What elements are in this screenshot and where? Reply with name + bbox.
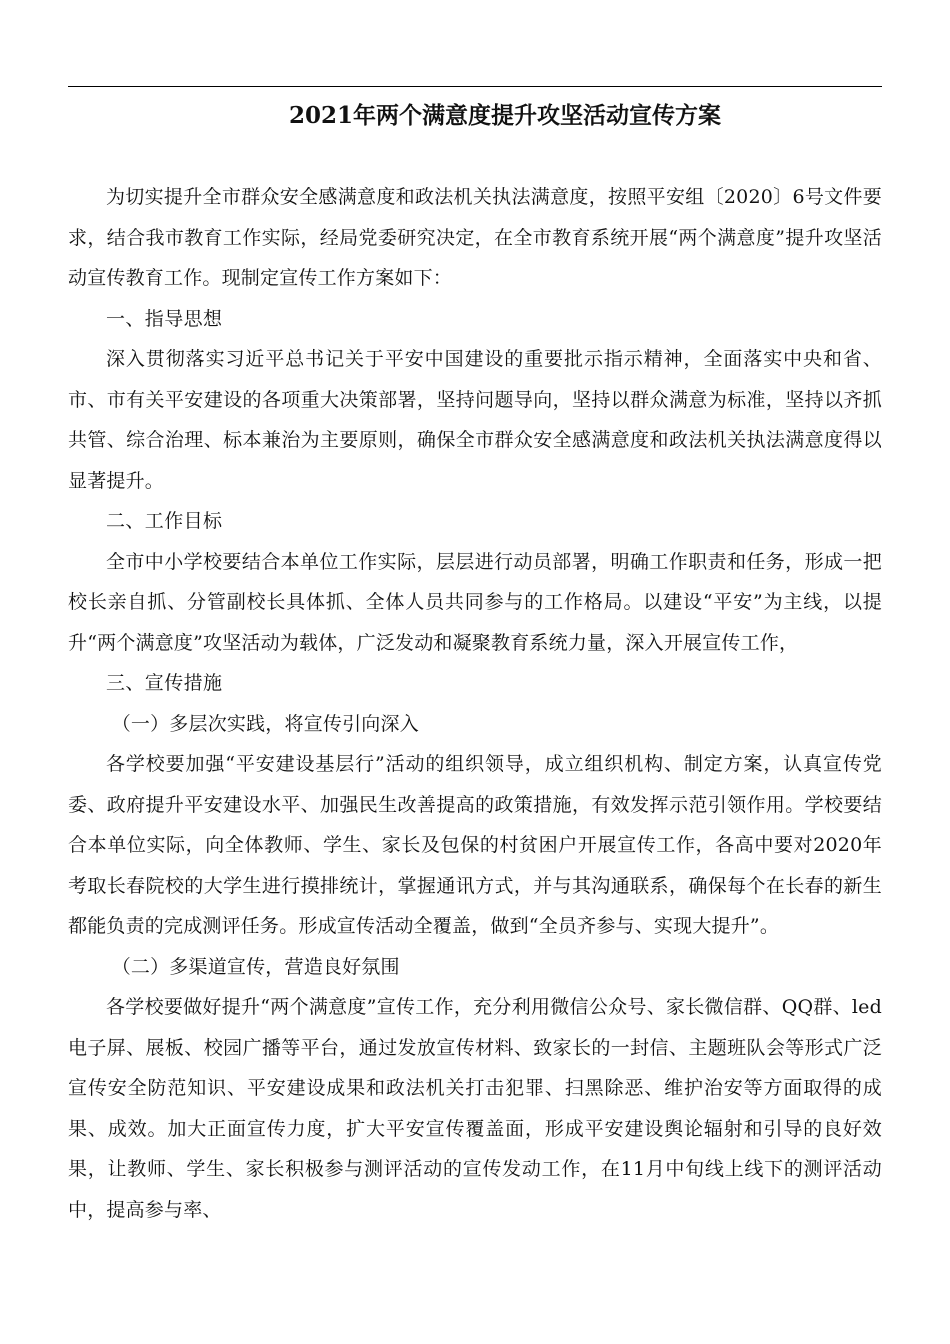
paragraph-work-goals: 全市中小学校要结合本单位工作实际，层层进行动员部署，明确工作职责和任务，形成一把校长亲自抓、分管副校长具体抓、全体人员共同参与的工作格局。以建设“平安”为主线，以提升“两个满意度”攻坚活动为载体，广泛发动和凝聚教育系统力量，深入开展宣传工作， <box>68 550 882 654</box>
paragraph-multilevel-practice: 各学校要加强“平安建设基层行”活动的组织领导，成立组织机构、制定方案，认真宣传党委、政府提升平安建设水平、加强民生改善提高的政策措施，有效发挥示范引领作用。学校要结合本单位实际，向全体教师、学生、家长及包保的村贫困户开展宣传工作，各高中要对2020年考取长春院校的大学生进行摸排统计，掌握通讯方式，并与其沟通联系，确保每个在长春的新生都能负责的完成测评任务。形成宣传活动全覆盖，做到“全员齐参与、实现大提升”。 <box>68 753 882 937</box>
section-heading-publicity-measures: 三、宣传措施 <box>106 672 223 694</box>
header-rule <box>68 86 882 87</box>
section-heading-work-goals: 二、工作目标 <box>106 510 223 532</box>
subsection-heading-multichannel-publicity: （二）多渠道宣传，营造良好氛围 <box>111 955 400 978</box>
paragraph-multichannel-publicity: 各学校要做好提升“两个满意度”宣传工作，充分利用微信公众号、家长微信群、QQ群、led电子屏、展板、校园广播等平台，通过发放宣传材料、致家长的一封信、主题班队会等形式广泛宣传安全防范知识、平安建设成果和政法机关打击犯罪、扫黑除恶、维护治安等方面取得的成果、成效。加大正面宣传力度，扩大平安宣传覆盖面，形成平安建设舆论辐射和引导的良好效果，让教师、学生、家长积极参与测评活动的宣传发动工作，在11月中旬线上线下的测评活动中，提高参与率、 <box>68 996 882 1221</box>
paragraph-guiding-ideology: 深入贯彻落实习近平总书记关于平安中国建设的重要批示指示精神，全面落实中央和省、市、市有关平安建设的各项重大决策部署，坚持问题导向，坚持以群众满意为标准，坚持以齐抓共管、综合治理、标本兼治为主要原则，确保全市群众安全感满意度和政法机关执法满意度得以显著提升。 <box>68 348 882 492</box>
document-body <box>68 177 882 1230</box>
section-heading-guiding-ideology: 一、指导思想 <box>106 307 223 330</box>
paragraph-intro: 为切实提升全市群众安全感满意度和政法机关执法满意度，按照平安组〔2020〕6号文件要求，结合我市教育工作实际，经局党委研究决定，在全市教育系统开展“两个满意度”提升攻坚活动宣传教育工作。现制定宣传工作方案如下： <box>68 186 882 289</box>
document-title: 2021年两个满意度提升攻坚活动宣传方案 <box>288 102 721 129</box>
subsection-heading-multilevel-practice: （一）多层次实践，将宣传引向深入 <box>111 712 419 735</box>
